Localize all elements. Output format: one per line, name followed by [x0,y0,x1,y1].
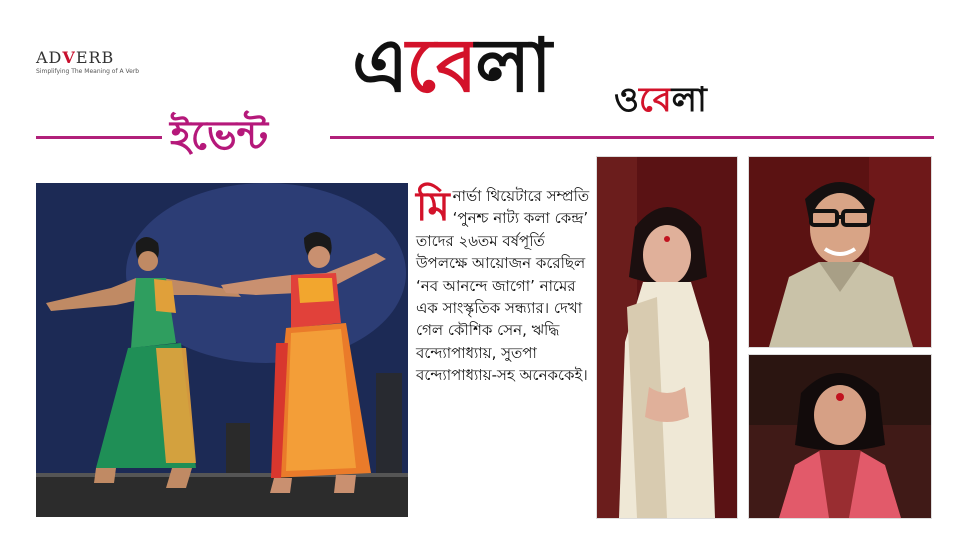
brand-name-post: ERB [75,48,115,67]
portrait-2-illustration [749,157,931,347]
masthead-title-part-2: লা [475,23,550,109]
portrait-1-illustration [597,157,737,518]
section-rule-left [36,136,162,139]
brand-name-pre: AD [36,48,63,67]
article-text [416,185,592,387]
brand-tagline: Simplifying The Meaning of A Verb [36,68,140,75]
section-title: ইভেন্ট [170,113,269,159]
portrait-3-illustration [749,355,931,518]
masthead-subtitle [614,74,707,131]
masthead-subtitle-part-1: ও [614,80,640,120]
brand-name [36,50,146,66]
portrait-photo-woman-red [748,354,932,519]
brand-name-v: V [62,48,76,67]
masthead [352,18,752,128]
section-rule-right [330,136,934,139]
article-dropcap: মি [416,184,450,230]
adverb-logo [36,50,146,75]
dance-photo-illustration [36,183,408,517]
portrait-photo-woman-saree [596,156,738,519]
portrait-photo-man-glasses [748,156,932,348]
dance-performance-photo [36,183,408,517]
masthead-title-part-1: এ [352,23,407,109]
masthead-subtitle-part-red: বে [639,80,672,120]
masthead-subtitle-part-2: লা [671,80,707,120]
masthead-title [352,18,550,114]
masthead-title-part-red: বে [406,23,476,109]
article-body: নার্ভা থিয়েটারে সম্প্রতি ‘পুনশ্চ নাট্য কলা কেন্দ্র’ তাদের ২৬তম বর্ষপূর্তি উপলক্ষে আয়োজন করেছিল ‘নব আনন্দে জাগো’ নামের এক সাংস্কৃতিক সন্ধ্যার। দেখা গেল কৌশিক সেন, ঋদ্ধি বন্দ্যোপাধ্যায়, সুতপা বন্দ্যোপাধ্যায়-সহ অনেককেই। [416,187,590,385]
